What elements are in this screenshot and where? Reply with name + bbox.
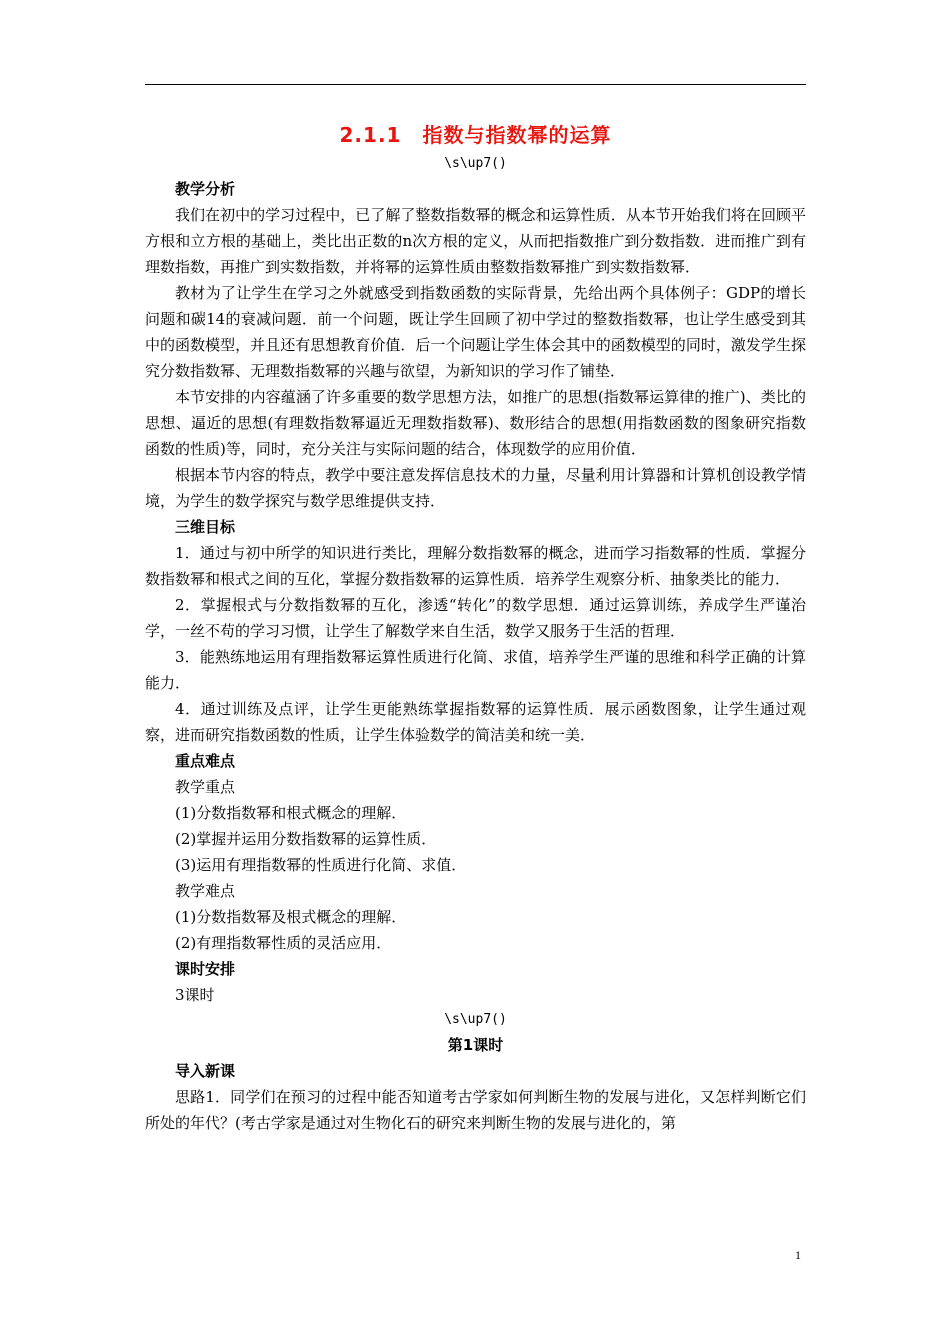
goal-item: 4．通过训练及点评，让学生更能熟练掌握指数幂的运算性质．展示函数图象，让学生通过观察，进而研究指数函数的性质，让学生体验数学的简洁美和统一美． [145, 700, 806, 744]
field-code: \s\up7() [444, 156, 507, 171]
document-body [145, 120, 806, 1136]
paragraph: 根据本节内容的特点，教学中要注意发挥信息技术的力量，尽量利用计算器和计算机创设教学情境，为学生的数学探究与数学思维提供支持． [145, 466, 806, 510]
header-rule [145, 84, 806, 85]
goal-item: 3．能熟练地运用有理指数幂运算性质进行化简、求值，培养学生严谨的思维和科学正确的计算能力． [145, 648, 806, 692]
key-point-line: (3)运用有理指数幂的性质进行化简、求值． [175, 856, 467, 874]
paragraph: 我们在初中的学习过程中，已了解了整数指数幂的概念和运算性质．从本节开始我们将在回顾平方根和立方根的基础上，类比出正数的n次方根的定义，从而把指数推广到分数指数．进而推广到有理数指数，再推广到实数指数，并将幂的运算性质由整数指数幂推广到实数指数幂． [145, 206, 806, 276]
paragraph: 本节安排的内容蕴涵了许多重要的数学思想方法，如推广的思想(指数幂运算律的推广)、类比的思想、逼近的思想(有理数指数幂逼近无理数指数幂)、数形结合的思想(用指数函数的图象研究指数函数的性质)等，同时，充分关注与实际问题的结合，体现数学的应用价值． [145, 388, 806, 458]
section-heading-schedule: 课时安排 [175, 960, 236, 978]
lesson-title: 第1课时 [447, 1036, 504, 1054]
goal-item: 1．通过与初中所学的知识进行类比，理解分数指数幂的概念，进而学习指数幂的性质．掌握分数指数幂和根式之间的互化，掌握分数指数幂的运算性质．培养学生观察分析、抽象类比的能力． [145, 544, 806, 588]
key-point-line: 教学难点 [175, 882, 236, 900]
section-heading-key-points: 重点难点 [175, 752, 236, 770]
page-number: 1 [795, 1248, 801, 1262]
key-point-line: (1)分数指数幂及根式概念的理解． [175, 908, 407, 926]
field-code: \s\up7() [444, 1012, 507, 1027]
schedule-text: 3课时 [175, 986, 215, 1004]
goal-item: 2．掌握根式与分数指数幂的互化，渗透“转化”的数学思想．通过运算训练，养成学生严谨治学，一丝不苟的学习习惯，让学生了解数学来自生活，数学又服务于生活的哲理． [145, 596, 806, 640]
section-heading-intro: 导入新课 [175, 1062, 236, 1080]
paragraph: 思路1．同学们在预习的过程中能否知道考古学家如何判断生物的发展与进化，又怎样判断它们所处的年代？(考古学家是通过对生物化石的研究来判断生物的发展与进化的，第 [145, 1088, 806, 1132]
section-heading-analysis: 教学分析 [175, 180, 236, 198]
key-point-line: (2)有理指数幂性质的灵活应用． [175, 934, 392, 952]
paragraph: 教材为了让学生在学习之外就感受到指数函数的实际背景，先给出两个具体例子：GDP的增长问题和碳14的衰减问题．前一个问题，既让学生回顾了初中学过的整数指数幂，也让学生感受到其中的函数模型，并且还有思想教育价值．后一个问题让学生体会其中的函数模型的同时，激发学生探究分数指数幂、无理数指数幂的兴趣与欲望，为新知识的学习作了铺垫． [145, 284, 806, 380]
document-title: 2.1.1 指数与指数幂的运算 [339, 123, 612, 147]
key-point-line: (2)掌握并运用分数指数幂的运算性质． [175, 830, 437, 848]
key-point-line: (1)分数指数幂和根式概念的理解． [175, 804, 407, 822]
key-point-line: 教学重点 [175, 778, 236, 796]
section-heading-goals: 三维目标 [175, 518, 236, 536]
